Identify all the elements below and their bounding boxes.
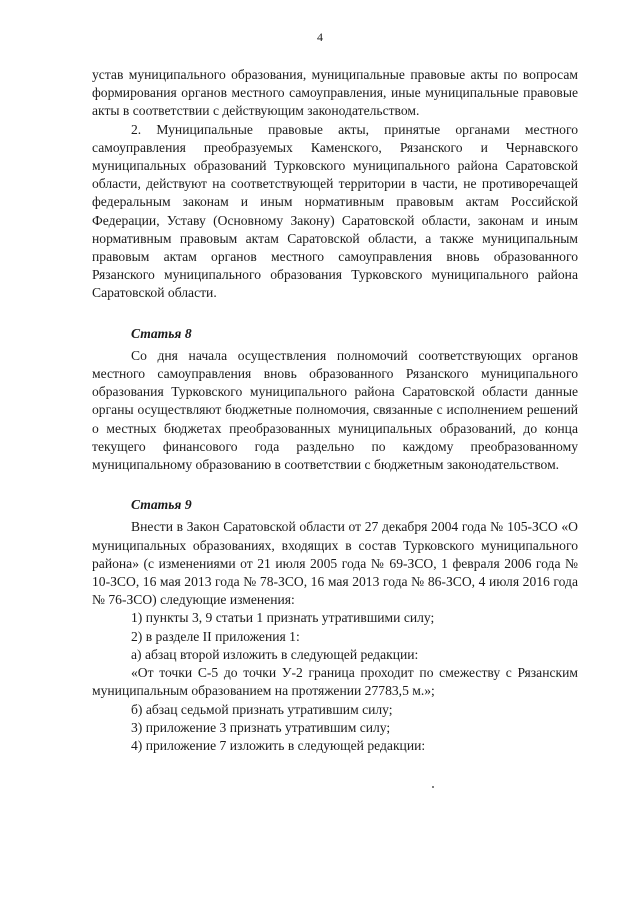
article-9-item: 2) в разделе II приложения 1: (131, 628, 300, 644)
paragraph-2: 2. Муниципальные правовые акты, принятые органами местного самоуправления преобразуемых Каменского, Рязанского и Чернавского муниципальных образований Турковского муниципального района Саратовской области, действуют на соответствующей территории в части, не противоречащей федеральным законам и иным нормативным правовым актам Российской Федерации, Уставу (Основному Закону) Саратовской области, законам и иным нормативным правовым актам Саратовской области, а также муниципальным правовым актам органов местного самоуправления вновь образованного Рязанского муниципального образования Турковского муниципального района Саратовской области. (92, 121, 578, 301)
page-number: 4 (317, 30, 323, 44)
article-9-item: 4) приложение 7 изложить в следующей редакции: (131, 737, 426, 753)
article-9-item: 3) приложение 3 признать утратившим силу; (131, 719, 391, 735)
article-9-intro: Внести в Закон Саратовской области от 27 декабря 2004 года № 105-ЗСО «О муниципальных образованиях, входящих в состав Турковского муниципального района» (с изменениями от 21 июля 2005 года № 69-ЗСО, 1 февраля 2006 года № 10-ЗСО, 16 мая 2013 года № 78-ЗСО, 16 мая 2013 года № 86-ЗСО, 4 июля 2016 года № 76-ЗСО) следующие изменения: (92, 519, 578, 608)
document-body (92, 66, 578, 755)
continuation-paragraph: устав муниципального образования, муниципальные правовые акты по вопросам формирования органов местного самоуправления, иные муниципальные правовые акты в соответствии с действующим законодательством. (92, 67, 578, 119)
scan-speck (432, 786, 434, 788)
article-9-heading: Статья 9 (131, 497, 192, 513)
article-9-item: б) абзац седьмой признать утратившим силу; (131, 701, 393, 717)
article-9-item: а) абзац второй изложить в следующей редакции: (131, 646, 419, 662)
article-8-text: Со дня начала осуществления полномочий соответствующих органов местного самоуправления вновь образованного Рязанского муниципального образования Турковского муниципального района Саратовской области данные органы осуществляют бюджетные полномочия, связанные с исполнением решений о местных бюджетах преобразованных муниципальных образований, до конца текущего финансового года раздельно по каждому преобразованному муниципальному образованию в соответствии с бюджетным законодательством. (92, 347, 578, 473)
article-9-quote: «От точки С-5 до точки У-2 граница проходит по смежеству с Рязанским муниципальным образованием на протяжении 27783,5 м.»; (92, 665, 578, 699)
article-9-item: 1) пункты 3, 9 статьи 1 признать утратившими силу; (131, 610, 435, 626)
article-8-heading: Статья 8 (131, 325, 192, 341)
